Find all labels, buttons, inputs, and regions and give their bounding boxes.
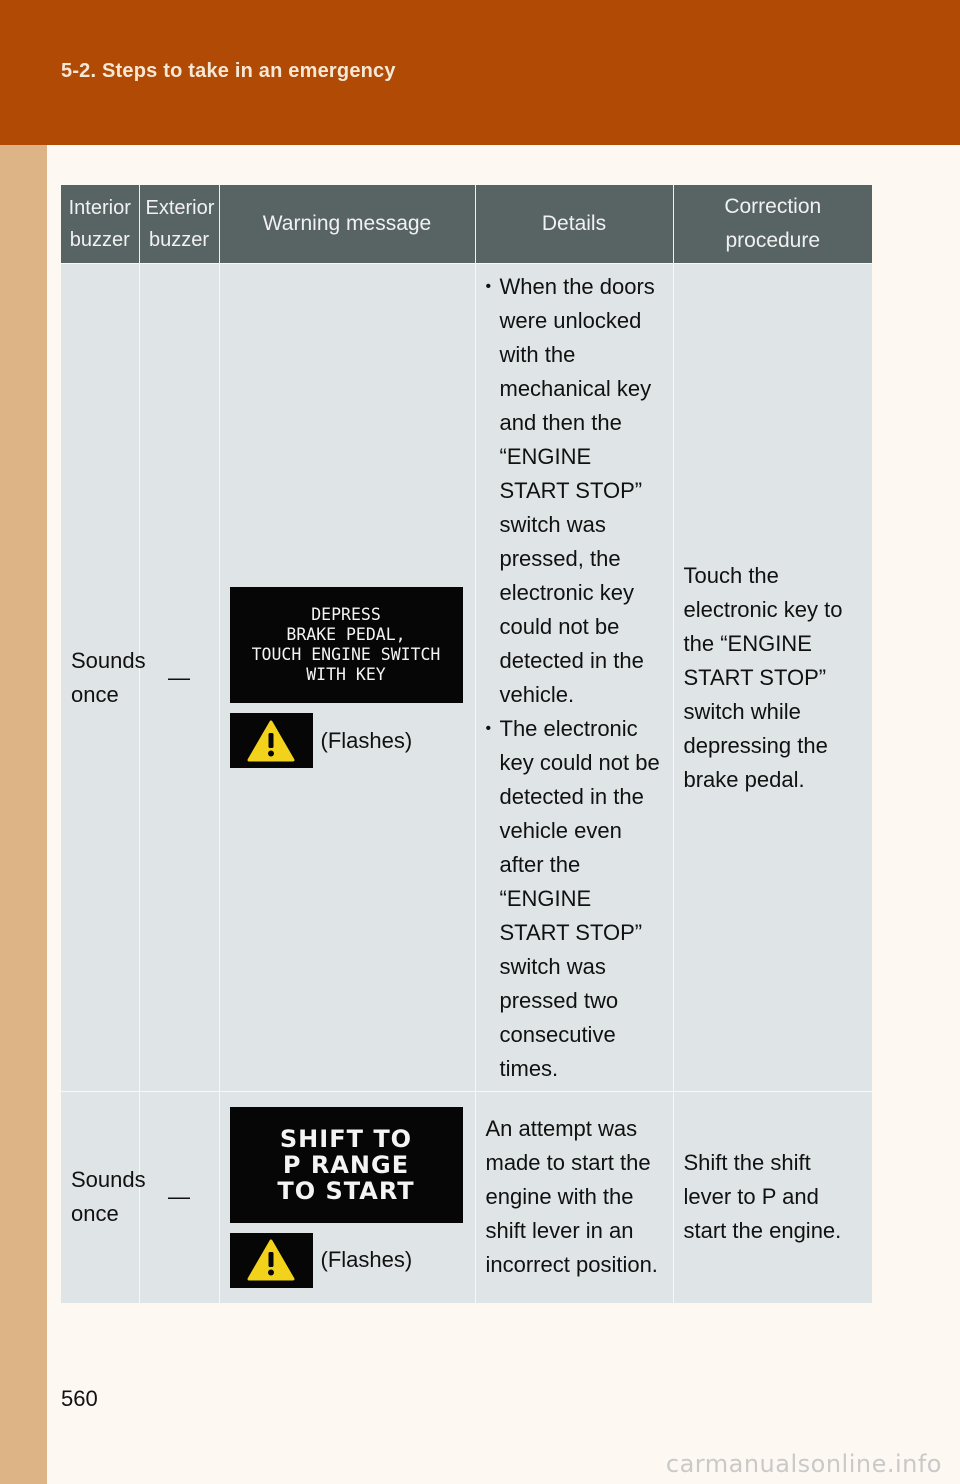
warning-table [61, 185, 872, 1303]
interior-buzzer-cell: Sounds once [61, 264, 139, 1092]
warning-message-cell [219, 1092, 475, 1303]
col-warning-message: Warning message [219, 185, 475, 264]
flash-indicator [230, 713, 465, 768]
side-strip [0, 145, 47, 1484]
warning-display: DEPRESS BRAKE PEDAL, TOUCH ENGINE SWITCH WITH KEY [230, 587, 463, 703]
warning-display: SHIFT TO P RANGE TO START [230, 1107, 463, 1223]
details-cell: An attempt was made to start the engine with the shift lever in an incorrect position. [475, 1092, 673, 1303]
col-interior-buzzer: Interior buzzer [61, 185, 139, 264]
exterior-buzzer-cell: — [139, 1092, 219, 1303]
col-exterior-buzzer: Exterior buzzer [139, 185, 219, 264]
table-header-row [61, 185, 872, 264]
warning-message-cell [219, 264, 475, 1092]
section-title: 5-2. Steps to take in an emergency [61, 60, 396, 82]
col-correction-procedure: Correction procedure [673, 185, 872, 264]
detail-item: • When the doors were unlocked with the mechanical key and then the “ENGINE START STOP” switch was pressed, the electronic key could not be detected in the vehicle. [486, 270, 663, 712]
details-cell [475, 264, 673, 1092]
col-details: Details [475, 185, 673, 264]
flash-label: (Flashes) [320, 1247, 413, 1273]
table-row [61, 264, 872, 1092]
correction-cell: Shift the shift lever to P and start the engine. [673, 1092, 872, 1303]
flash-indicator [230, 1233, 465, 1288]
detail-item: • The electronic key could not be detected in the vehicle even after the “ENGINE START STOP” switch was pressed two consecutive times. [486, 712, 663, 1086]
correction-cell: Touch the electronic key to the “ENGINE START STOP” switch while depressing the brake pedal. [673, 264, 872, 1092]
flash-label: (Flashes) [320, 727, 413, 753]
table-row [61, 1092, 872, 1303]
interior-buzzer-cell: Sounds once [61, 1092, 139, 1303]
page-number: 560 [61, 1386, 98, 1411]
watermark: carmanualsonline.info [665, 1450, 942, 1478]
warning-triangle-icon [230, 713, 313, 768]
exterior-buzzer-cell: — [139, 264, 219, 1092]
warning-triangle-icon [230, 1233, 313, 1288]
